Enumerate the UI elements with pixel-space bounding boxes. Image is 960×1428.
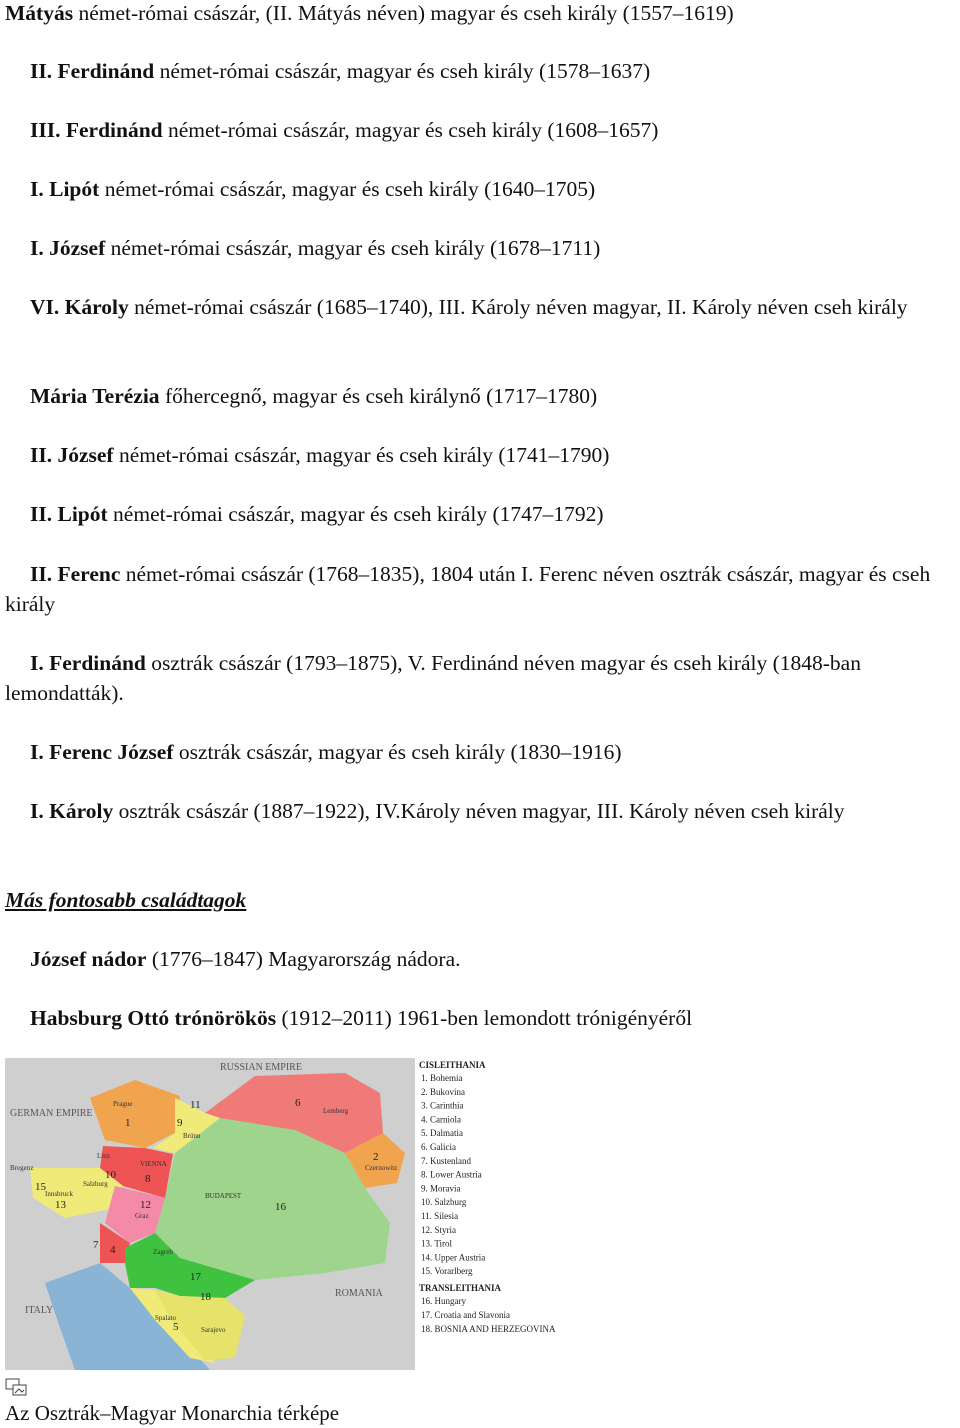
- ruler-desc: német-római császár, magyar és cseh király (1747–1792): [107, 502, 604, 526]
- ruler-name: III. Ferdinánd: [30, 118, 163, 142]
- legend-item: 12. Styria: [421, 1224, 456, 1235]
- legend-item: 3. Carinthia: [421, 1100, 464, 1111]
- ruler-name: II. József: [30, 443, 114, 467]
- austria-hungary-map: [5, 1058, 556, 1370]
- legend-item: 17. Croatia and Slavonia: [421, 1310, 510, 1320]
- ruler-entry: [5, 0, 957, 28]
- ruler-name: I. Ferenc József: [30, 740, 174, 764]
- label-romania: ROMANIA: [335, 1288, 383, 1299]
- region-number: 13: [55, 1199, 66, 1211]
- section-heading: Más fontosabb családtagok: [5, 888, 247, 912]
- label-vienna: VIENNA: [140, 1160, 167, 1168]
- region-number: 12: [140, 1199, 151, 1211]
- ruler-name: II. Ferenc: [30, 562, 121, 586]
- region-number: 4: [110, 1244, 116, 1256]
- region-number: 5: [173, 1321, 179, 1333]
- ruler-entry: [5, 737, 957, 767]
- ruler-name: II. Lipót: [30, 502, 108, 526]
- label-zagreb: Zagreb: [153, 1248, 173, 1256]
- ruler-desc: osztrák császár (1887–1922), IV.Károly néven magyar, III. Károly néven cseh király: [113, 799, 845, 823]
- legend-item: 16. Hungary: [421, 1296, 466, 1306]
- label-innsbruck: Innsbruck: [45, 1190, 73, 1198]
- label-sarajevo: Sarajevo: [201, 1326, 226, 1334]
- legend-item: 5. Dalmatia: [421, 1128, 463, 1139]
- ruler-desc: főhercegnő, magyar és cseh királynő (1717–1780): [159, 384, 598, 408]
- ruler-entry: [5, 233, 957, 263]
- label-bregenz: Bregenz: [10, 1164, 34, 1172]
- label-italy: ITALY: [25, 1305, 54, 1316]
- legend-item: 10. Salzburg: [421, 1197, 467, 1208]
- legend-item: 14. Upper Austria: [421, 1252, 486, 1263]
- legend-item: 13. Tirol: [421, 1238, 453, 1249]
- ruler-entry: [5, 174, 957, 204]
- ruler-name: I. Károly: [30, 799, 114, 823]
- legend-item: 4. Carniola: [421, 1114, 461, 1125]
- label-german-empire: GERMAN EMPIRE: [10, 1108, 93, 1119]
- label-linz: Linz: [97, 1152, 110, 1160]
- ruler-name: I. Ferdinánd: [30, 651, 146, 675]
- legend-title: CISLEITHANIA: [419, 1060, 486, 1070]
- ruler-entry: [5, 440, 957, 470]
- member-entry: [30, 1003, 950, 1033]
- member-name: József nádor: [30, 947, 147, 971]
- ruler-entry: [5, 499, 957, 529]
- region-number: 18: [200, 1291, 211, 1303]
- ruler-desc: német-római császár (1685–1740), III. Károly néven magyar, II. Károly néven cseh király: [128, 295, 908, 319]
- legend-item: 11. Silesia: [421, 1211, 459, 1221]
- ruler-name: I. József: [30, 236, 106, 260]
- ruler-desc: német-római császár, magyar és cseh király (1578–1637): [154, 59, 651, 83]
- region-number: 2: [373, 1151, 379, 1163]
- ruler-desc: német-római császár, magyar és cseh király (1741–1790): [113, 443, 610, 467]
- map-caption: Az Osztrák–Magyar Monarchia térképe: [5, 1401, 340, 1425]
- legend-title-2: TRANSLEITHANIA: [419, 1283, 502, 1293]
- ruler-desc: német-római császár, magyar és cseh király (1678–1711): [105, 236, 601, 260]
- ruler-entry: [5, 56, 957, 86]
- legend-item: 1. Bohemia: [421, 1073, 463, 1083]
- region-number: 7: [93, 1239, 99, 1251]
- ruler-name: Mátyás: [5, 1, 74, 25]
- label-prague: Prague: [113, 1100, 133, 1108]
- ruler-name: Mária Terézia: [30, 384, 160, 408]
- label-graz: Graz: [135, 1212, 149, 1220]
- label-brunn: Brünn: [183, 1132, 201, 1140]
- member-desc: (1912–2011) 1961-ben lemondott trónigényéről: [276, 1006, 693, 1030]
- ruler-desc: német-római császár, (II. Mátyás néven) magyar és cseh király (1557–1619): [73, 1, 734, 25]
- ruler-entry: [5, 381, 957, 411]
- member-desc: (1776–1847) Magyarország nádora.: [146, 947, 461, 971]
- legend-item: 9. Moravia: [421, 1183, 461, 1194]
- ruler-desc: német-római császár (1768–1835), 1804 után I. Ferenc néven osztrák császár, magyar és cseh király: [5, 562, 931, 616]
- label-salzburg: Salzburg: [83, 1180, 108, 1188]
- legend-item: 7. Kustenland: [421, 1155, 471, 1166]
- ruler-name: II. Ferdinánd: [30, 59, 155, 83]
- ruler-entry: [5, 648, 957, 708]
- ruler-entry: [5, 559, 957, 619]
- ruler-entry: [5, 292, 957, 322]
- region-number: 10: [105, 1169, 116, 1181]
- region-number: 16: [275, 1201, 286, 1213]
- ruler-entry: [5, 115, 957, 145]
- label-spalato: Spalato: [155, 1314, 176, 1322]
- region-number: 1: [125, 1117, 131, 1129]
- legend-item: 18. BOSNIA AND HERZEGOVINA: [421, 1324, 556, 1334]
- image-placeholder-icon: [5, 1378, 29, 1398]
- ruler-name: I. Lipót: [30, 177, 100, 201]
- member-name: Habsburg Ottó trónörökös: [30, 1006, 277, 1030]
- ruler-desc: osztrák császár, magyar és cseh király (1830–1916): [173, 740, 622, 764]
- legend-item: 15. Vorarlberg: [421, 1266, 473, 1277]
- region-number: 15: [35, 1181, 46, 1193]
- region-number: 8: [145, 1173, 151, 1185]
- ruler-entry: [5, 796, 957, 826]
- ruler-desc: osztrák császár (1793–1875), V. Ferdinánd néven magyar és cseh király (1848-ban lemondatták).: [5, 651, 861, 705]
- region-number: 11: [190, 1099, 201, 1111]
- ruler-name: VI. Károly: [30, 295, 129, 319]
- legend-item: 6. Galicia: [421, 1142, 456, 1152]
- label-budapest: BUDAPEST: [205, 1192, 242, 1200]
- legend-item: 8. Lower Austria: [421, 1169, 482, 1180]
- region-number: 6: [295, 1097, 301, 1109]
- label-russian-empire: RUSSIAN EMPIRE: [220, 1062, 302, 1073]
- ruler-desc: német-római császár, magyar és cseh király (1608–1657): [162, 118, 659, 142]
- label-czernowitz: Czernowitz: [365, 1164, 398, 1172]
- legend-item: 2. Bukovina: [421, 1086, 465, 1097]
- member-entry: [30, 944, 950, 974]
- ruler-desc: német-római császár, magyar és cseh király (1640–1705): [99, 177, 596, 201]
- label-lemberg: Lemberg: [323, 1107, 349, 1115]
- region-number: 17: [190, 1271, 201, 1283]
- region-number: 9: [177, 1117, 183, 1129]
